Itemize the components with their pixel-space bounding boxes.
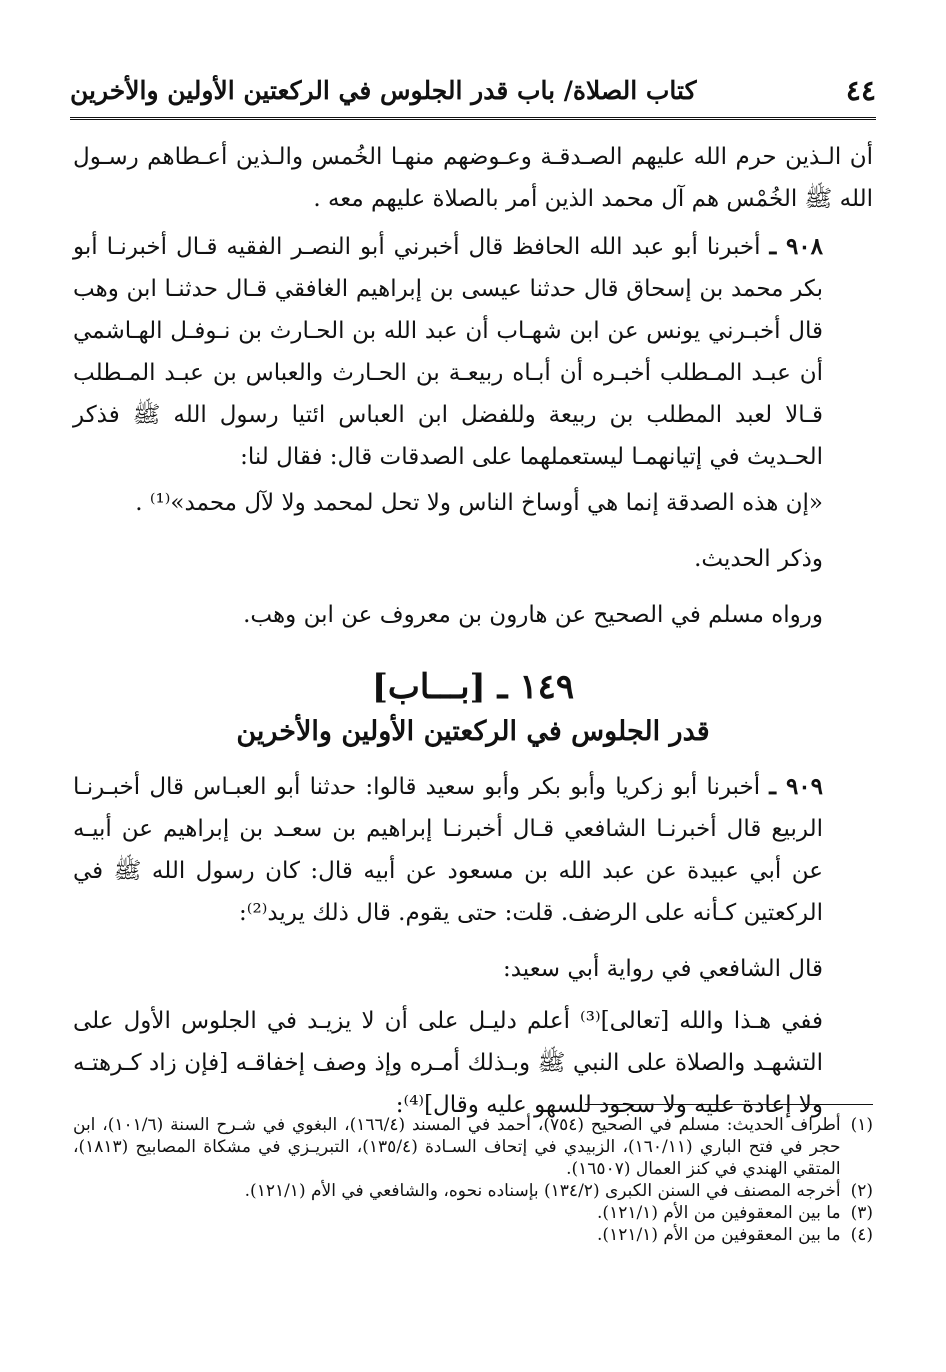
hadith-909 (73, 766, 873, 934)
shafii-line: قال الشافعي في رواية أبي سعيد: (502, 956, 823, 982)
mention-line: وذكر الحديث. (694, 546, 823, 572)
footnote-marker: (٣) (850, 1203, 873, 1223)
footnote-marker: (٢) (850, 1181, 873, 1201)
hadith-number: ٩٠٩ ـ (769, 773, 823, 800)
hadith-text: أخبرنا أبو زكريا وأبو بكر وأبو سعيد قالوا: حدثنا أبو العبـاس قال أخبـرنـا الربيع قال أخبرنـا الشافعي قـال أخبرنـا إبراهيم بن سعـد بن إبراهيم عن أبيـه عن أبي عبيدة عن عبد الله بن مسعود عن أبيه قال: كان رسول الله ﷺ في الركعتين كـأنه على الرضف. قلت: حتى يقوم. قال ذلك يريد⁽²⁾: (73, 774, 823, 926)
footnote-rule (585, 1104, 873, 1105)
header-rule (70, 117, 876, 120)
paragraph-khums: أن الـذين حرم الله عليهم الصـدقـة وعـوضهم منهـا الخُمس والـذين أعـطاهم رسـول الله ﷺ الخُمْس هم آل محمد الذين أمر بالصلاة عليهم معه . (73, 144, 873, 212)
footnote-text: أطراف الحديث: مسلم في الصحيح (٧٥٤)، أحمد في المسند (١٦٦/٤)، البغوي في شـرح السنة (١٠١/٦)، ابن حجر في فتح الباري (١٦٠/١١)، الزبيدي في إتحاف السـادة (١٣٥/٤)، التبريـزي في مشكاة المصابيح (١٨١٣)، المتقي الهندي في كنز العمال (١٦٥٠٧). (73, 1115, 841, 1179)
hadith-908 (73, 226, 873, 478)
chapter-number: ١٤٩ ـ [بـــاب] (371, 667, 575, 707)
riwaya-line: ورواه مسلم في الصحيح عن هارون بن معروف عن ابن وهب. (243, 602, 823, 628)
chapter-heading (73, 664, 873, 754)
footnote-item (73, 1180, 873, 1202)
footnote-item (73, 1114, 873, 1180)
footnote-marker: (١) (850, 1115, 873, 1135)
footnotes (73, 1114, 873, 1246)
hadith-quote: «إن هذه الصدقة إنما هي أوساخ الناس ولا تحل لمحمد ولا لآل محمد»⁽¹⁾ . (135, 490, 823, 516)
chapter-title: قدر الجلوس في الركعتين الأولين والأخرين (236, 716, 710, 747)
hadith-text: أخبرنا أبو عبد الله الحافظ قال أخبرني أبو النصـر الفقيه قـال أخبرنـا أبو بكر محمد بن إسحاق قال حدثنا عيسى بن إبراهيم الغافقي قـال حدثنـا ابن وهب قال أخبـرني يونس عن ابن شهـاب أن عبد الله بن الحـارث بن نـوفـل الهـاشمي أن عبـد المـطلب أخبـره أن أبـاه ربيعـة بن الحـارث والعباس بن عبـد المـطلب قـالا لعبد المطلب بن ربيعة وللفضل ابن العباس ائتيا رسول الله ﷺ فذكر الحـديث في إتيانهمـا ليستعملهما على الصدقات قال: فقال لنا: (73, 234, 823, 470)
page-number: ٤٤ (845, 73, 876, 107)
footnote-item (73, 1202, 873, 1224)
running-header (70, 66, 876, 114)
hadith-number: ٩٠٨ ـ (769, 233, 824, 260)
paragraph-commentary: ففي هـذا والله [تعالى]⁽³⁾ أعلم دليـل على أن لا يزيـد في الجلوس الأول على التشهـد والصلاة على النبي ﷺ وبـذلك أمـره وإذ وصف إخفاقـه [فإن زاد كـرهتـه ولا إعادة عليه ولا سجود للسهو عليه وقال]⁽⁴⁾: (73, 1008, 824, 1118)
footnote-marker: (٤) (850, 1225, 873, 1245)
main-text (73, 136, 873, 1126)
footnote-text: ما بين المعقوفين من الأم (١٢١/١). (597, 1203, 841, 1223)
footnote-text: أخرجه المصنف في السنن الكبرى (١٣٤/٢) بإسناده نحوه، والشافعي في الأم (١٢١/١). (244, 1181, 841, 1201)
footnote-item (73, 1224, 873, 1246)
footnote-text: ما بين المعقوفين من الأم (١٢١/١). (597, 1225, 841, 1245)
running-title: كتاب الصلاة/ باب قدر الجلوس في الركعتين الأولين والأخرين (70, 75, 697, 105)
